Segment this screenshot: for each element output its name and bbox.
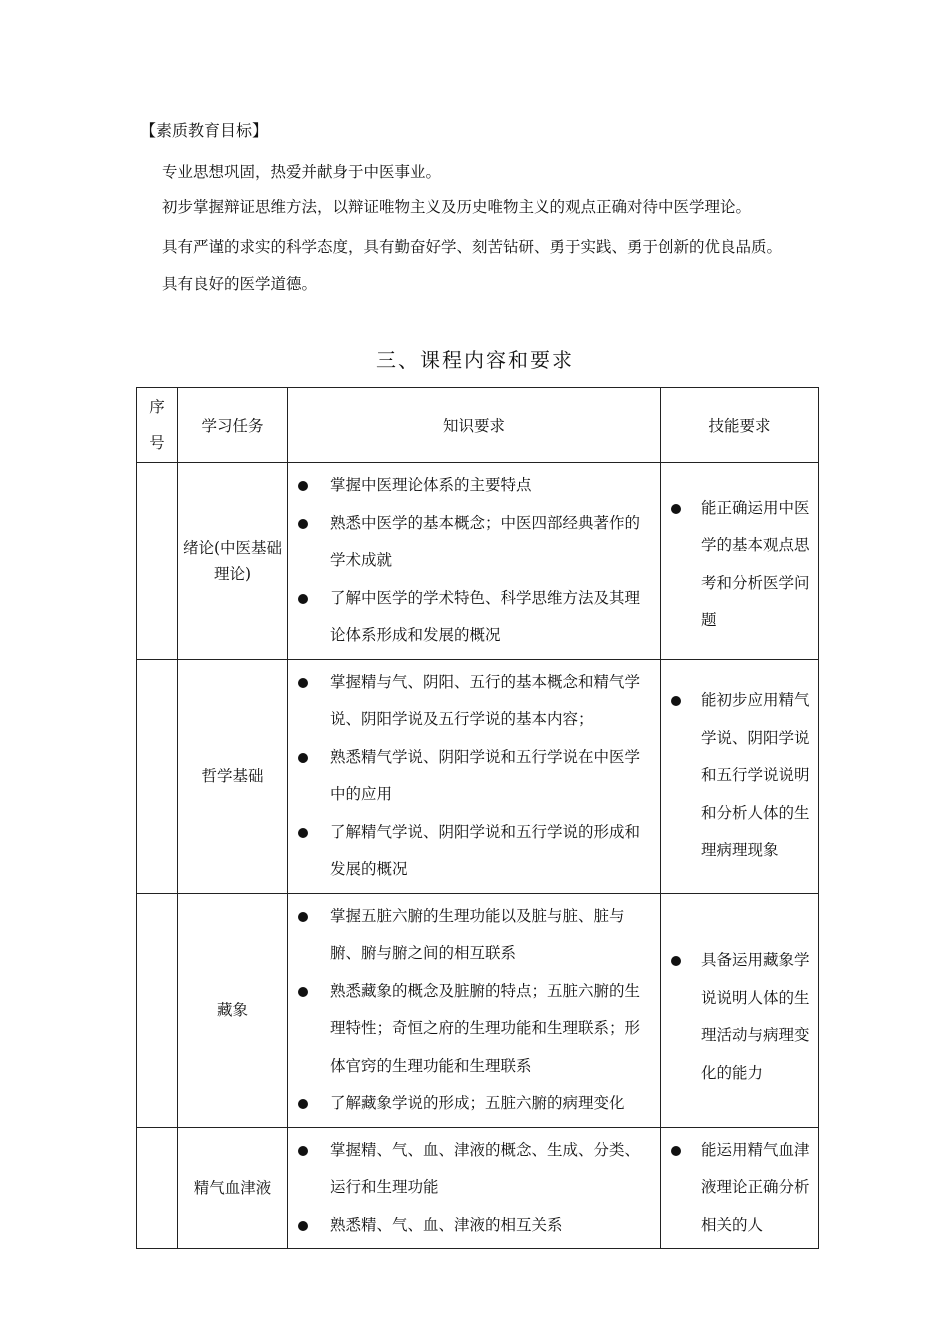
row-skill: [661, 659, 819, 893]
table-row: [137, 659, 819, 893]
header-task: 学习任务: [178, 388, 288, 463]
bullet-icon: [298, 594, 308, 604]
chapter-title: 三、课程内容和要求: [376, 348, 574, 372]
knowledge-text: 掌握中医理论体系的主要特点: [330, 476, 532, 494]
row-skill: [661, 463, 819, 660]
skill-item: [661, 1132, 812, 1245]
bullet-icon: [298, 1146, 308, 1156]
knowledge-item: [288, 898, 654, 973]
bullet-icon: [298, 987, 308, 997]
skill-text: 能正确运用中医学的基本观点思考和分析医学问题: [701, 498, 810, 630]
course-content-table: [136, 387, 819, 1249]
row-skill: [661, 893, 819, 1127]
knowledge-item: [288, 664, 654, 739]
knowledge-item: [288, 505, 654, 580]
goal-item: 具有严谨的求实的科学态度，具有勤奋好学、刻苦钻研、勇于实践、勇于创新的优良品质。: [162, 238, 783, 256]
row-knowledge: [288, 893, 661, 1127]
bullet-icon: [671, 956, 681, 966]
bullet-icon: [298, 753, 308, 763]
knowledge-item: [288, 580, 654, 655]
table-header-row: [137, 388, 819, 463]
bullet-icon: [671, 504, 681, 514]
header-seq: [137, 388, 178, 463]
row-task: 哲学基础: [178, 659, 288, 893]
row-knowledge: [288, 1127, 661, 1249]
bullet-icon: [298, 1099, 308, 1109]
knowledge-text: 了解中医学的学术特色、科学思维方法及其理论体系形成和发展的概况: [330, 588, 641, 644]
knowledge-text: 熟悉中医学的基本概念；中医四部经典著作的学术成就: [330, 513, 641, 569]
knowledge-text: 熟悉精、气、血、津液的相互关系: [330, 1215, 563, 1234]
knowledge-item: [288, 814, 654, 889]
row-seq: [137, 659, 178, 893]
bullet-icon: [671, 1146, 681, 1156]
row-seq: [137, 893, 178, 1127]
knowledge-item: [288, 1207, 654, 1245]
row-seq: [137, 463, 178, 660]
header-seq-line1: 序: [149, 398, 165, 416]
skill-text: 能初步应用精气学说、阴阳学说和五行学说说明和分析人体的生理病理现象: [701, 691, 810, 860]
bullet-icon: [298, 519, 308, 529]
skill-item: [661, 682, 812, 870]
row-skill: [661, 1127, 819, 1249]
header-seq-line2: 号: [149, 434, 165, 452]
bullet-icon: [298, 1221, 308, 1231]
row-knowledge: [288, 463, 661, 660]
knowledge-text: 了解精气学说、阴阳学说和五行学说的形成和发展的概况: [330, 822, 641, 878]
header-knowledge: 知识要求: [288, 388, 661, 463]
knowledge-item: [288, 973, 654, 1086]
knowledge-text: 熟悉藏象的概念及脏腑的特点；五脏六腑的生理特性；奇恒之府的生理功能和生理联系；形体官窍的生理功能和生理联系: [330, 981, 641, 1075]
knowledge-text: 掌握精、气、血、津液的概念、生成、分类、运行和生理功能: [330, 1140, 641, 1196]
knowledge-item: [288, 467, 654, 505]
bullet-icon: [298, 912, 308, 922]
bullet-icon: [671, 696, 681, 706]
knowledge-text: 掌握精与气、阴阳、五行的基本概念和精气学说、阴阳学说及五行学说的基本内容；: [330, 672, 641, 728]
header-skill: 技能要求: [661, 388, 819, 463]
skill-text: 具备运用藏象学说说明人体的生理活动与病理变化的能力: [701, 951, 810, 1082]
goal-item: 具有良好的医学道德。: [162, 275, 318, 293]
skill-item: [661, 490, 812, 640]
skill-item: [661, 942, 812, 1092]
row-task: 绪论(中医基础理论): [178, 463, 288, 660]
knowledge-text: 了解藏象学说的形成；五脏六腑的病理变化: [330, 1094, 625, 1112]
section-header: 【素质教育目标】: [140, 121, 269, 140]
row-task: 藏象: [178, 893, 288, 1127]
knowledge-item: [288, 739, 654, 814]
bullet-icon: [298, 678, 308, 688]
knowledge-text: 熟悉精气学说、阴阳学说和五行学说在中医学中的应用: [330, 747, 641, 803]
table-row: [137, 1127, 819, 1249]
row-knowledge: [288, 659, 661, 893]
bullet-icon: [298, 481, 308, 491]
goal-item: 专业思想巩固，热爱并献身于中医事业。: [162, 163, 442, 181]
row-seq: [137, 1127, 178, 1249]
goal-item: 初步掌握辩证思维方法，以辩证唯物主义及历史唯物主义的观点正确对待中医学理论。: [162, 198, 752, 216]
knowledge-text: 掌握五脏六腑的生理功能以及脏与脏、脏与腑、腑与腑之间的相互联系: [330, 906, 625, 962]
row-task: 精气血津液: [178, 1127, 288, 1249]
skill-text: 能运用精气血津液理论正确分析相关的人: [701, 1140, 810, 1234]
table-row: [137, 463, 819, 660]
knowledge-item: [288, 1132, 654, 1207]
knowledge-item: [288, 1085, 654, 1123]
table-row: [137, 893, 819, 1127]
bullet-icon: [298, 828, 308, 838]
